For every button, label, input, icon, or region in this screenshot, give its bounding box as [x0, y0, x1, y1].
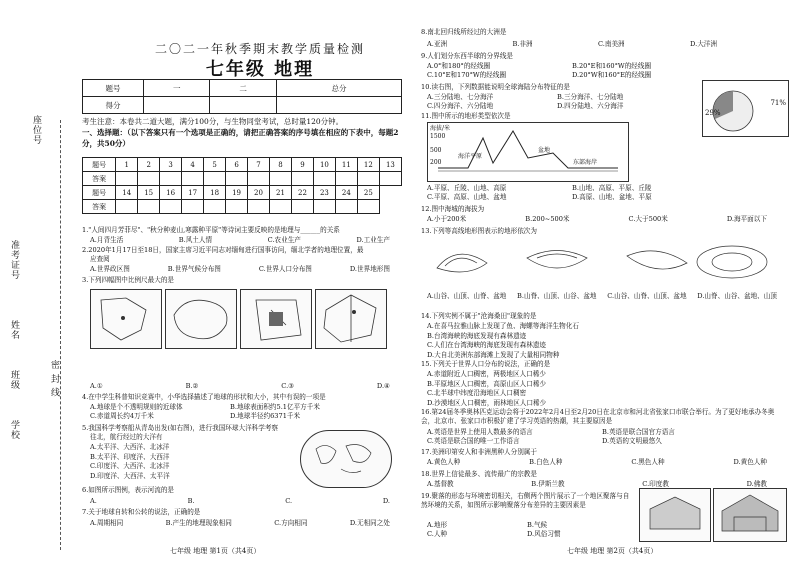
option[interactable]: C.英语是联合国的唯一工作语言	[427, 437, 520, 445]
option[interactable]: A.地球是个不透明规则的近球体	[90, 403, 183, 411]
answer-cell[interactable]	[248, 172, 270, 186]
option[interactable]: B.世界气候分布图	[167, 265, 221, 273]
q12-options	[427, 215, 767, 224]
option[interactable]: C.农业生产	[267, 236, 301, 244]
q9-options	[427, 62, 717, 80]
ticket-label: 准考证号	[9, 240, 19, 280]
option[interactable]: D.无相同之处	[349, 519, 390, 527]
option[interactable]: C.③	[281, 382, 295, 390]
option[interactable]: C.10°E和170°W的经线圈	[427, 71, 507, 79]
map-1	[90, 289, 162, 349]
option[interactable]: B.英语是联合国官方语言	[602, 428, 675, 436]
answer-number: 10	[313, 158, 335, 172]
answer-cell[interactable]	[182, 200, 204, 214]
profile-tick: 500	[430, 147, 442, 154]
option[interactable]: B.山脊、山顶、山谷、盆地	[517, 292, 597, 300]
option[interactable]: D.大洋洲	[690, 40, 717, 48]
q3-options	[90, 382, 390, 391]
answer-cell[interactable]	[226, 200, 248, 214]
answer-cell[interactable]	[160, 200, 182, 214]
answer-number: 题号	[83, 158, 116, 172]
option[interactable]: B.200~500米	[525, 215, 570, 223]
answer-label: 答案	[83, 200, 116, 214]
option[interactable]: C.方向相同	[274, 519, 308, 527]
answer-number: 6	[226, 158, 248, 172]
option[interactable]: D.海平面以下	[726, 215, 767, 223]
option[interactable]: B.台湾海峡的海底发现有森林遗迹	[427, 331, 527, 340]
question-12: 12.图中海城的海拔为	[421, 205, 485, 213]
answer-cell[interactable]	[182, 172, 204, 186]
question-1: 1."人间四月芳菲尽"、"秋分种麦山,寒露种平原"等诗词主要反映的是地理与______的关系	[82, 226, 340, 234]
option[interactable]: D.工业生产	[356, 236, 390, 244]
seal-words: 密 封 线	[49, 360, 59, 398]
question-13: 13.下列等高线地形图表示的地形依次为	[421, 227, 537, 235]
option[interactable]: B.气候	[527, 521, 548, 529]
exam-title: 二〇二一年秋季期末教学质量检测	[154, 42, 365, 56]
q2-options	[90, 265, 390, 274]
world-map	[300, 430, 392, 488]
answer-cell[interactable]	[204, 200, 226, 214]
q16-options	[427, 428, 777, 446]
option[interactable]: D.风俗习惯	[527, 530, 561, 538]
answer-cell[interactable]	[379, 172, 401, 186]
option[interactable]: A.三分陆地、七分海洋	[427, 93, 494, 101]
pct-land: 29%	[705, 109, 721, 117]
answer-number: 19	[226, 186, 248, 200]
option[interactable]: C.大于500米	[628, 215, 668, 223]
option[interactable]: A.平原、丘陵、山地、高原	[427, 184, 507, 192]
profile-ylabel: 海拔/米	[430, 125, 451, 132]
option[interactable]: D.地球半径约6371千米	[230, 412, 301, 420]
q6-options	[90, 497, 390, 506]
answer-number: 18	[204, 186, 226, 200]
option[interactable]: B.非洲	[512, 40, 533, 48]
question-11: 11.图中所示的地形类型依次是	[421, 112, 511, 120]
answer-cell[interactable]	[116, 200, 138, 214]
q15-options	[427, 370, 546, 408]
option[interactable]: D.	[382, 497, 390, 505]
school-label: 学校	[9, 420, 19, 440]
option[interactable]: D.世界地形图	[349, 265, 390, 273]
option[interactable]: B.三分海洋、七分陆地	[557, 93, 624, 101]
score-cell[interactable]	[144, 97, 210, 114]
q11-options	[427, 184, 717, 202]
option[interactable]: A.月背生活	[90, 236, 124, 244]
option[interactable]: B.地球表面积约5.1亿平方千米	[230, 403, 320, 411]
map-2	[165, 289, 237, 349]
answer-cell[interactable]	[138, 172, 160, 186]
option[interactable]: C.赤道周长约4万千米	[90, 412, 154, 420]
question-14: 14.下列实例不属于"沧海桑田"现象的是	[421, 312, 537, 320]
option[interactable]: A.在喜马拉雅山脉上发现了鱼、海螺等海洋生物化石	[427, 322, 579, 330]
option[interactable]: B.山地、高原、平原、丘陵	[572, 184, 652, 192]
answer-number: 7	[248, 158, 270, 172]
option[interactable]: C.印度教	[642, 480, 669, 488]
option[interactable]: A.太平洋、大西洋、北冰洋	[90, 443, 170, 451]
name-label: 姓名	[9, 320, 19, 340]
option[interactable]: C.人种	[427, 530, 448, 538]
profile-label: 盆地	[538, 147, 551, 154]
q14-options	[427, 322, 579, 360]
profile-label: 东部海岸	[573, 159, 598, 166]
exam-note	[82, 116, 402, 149]
q19-options	[427, 521, 627, 539]
answer-cell[interactable]	[138, 200, 160, 214]
map-4	[315, 289, 387, 349]
option[interactable]: B.白色人种	[529, 458, 563, 466]
question-2-cont: 应查阅	[90, 255, 110, 263]
profile-tick: 200	[430, 159, 442, 166]
profile-label: 海洋平原	[458, 153, 483, 160]
answer-cell[interactable]	[357, 200, 379, 214]
answer-number: 题号	[83, 186, 116, 200]
answer-cell[interactable]	[270, 200, 292, 214]
settlement-photo-2	[713, 488, 787, 542]
answer-cell[interactable]	[335, 200, 357, 214]
question-3: 3.下列四幅图中比例尺最大的是	[82, 276, 175, 284]
answer-number: 16	[160, 186, 182, 200]
answer-cell[interactable]	[270, 172, 292, 186]
answer-label: 答案	[83, 172, 116, 186]
answer-number: 1	[116, 158, 138, 172]
answer-number: 3	[160, 158, 182, 172]
option[interactable]: B.	[187, 497, 195, 505]
option[interactable]: A.赤道附近人口稠密，两极地区人口稀少	[427, 370, 546, 378]
q17-options	[427, 458, 767, 467]
score-header: 题号	[83, 80, 144, 97]
option[interactable]: C.南美洲	[597, 40, 625, 48]
option[interactable]: D.沙漠地区人口稠密，雨林地区人口稀少	[427, 398, 547, 407]
option[interactable]: B.产生的地理现象相同	[165, 519, 232, 527]
answer-number: 13	[379, 158, 401, 172]
seal-strip	[8, 115, 78, 560]
answer-cell[interactable]	[204, 172, 226, 186]
option[interactable]: C.人们在台湾海峡的海底发现有森林遗迹	[427, 341, 546, 349]
answer-number: 24	[335, 186, 357, 200]
option[interactable]: A.山谷、山顶、山脊、盆地	[427, 292, 507, 300]
option[interactable]: D.20°W和160°E的经线圈	[572, 71, 652, 79]
answer-cell[interactable]	[335, 172, 357, 186]
option[interactable]: C.北半球中纬度沿海地区人口稠密	[427, 389, 527, 397]
option[interactable]: D.印度洋、大西洋、太平洋	[90, 471, 170, 480]
question-16: 16.第24届冬季奥林匹克运动会将于2022年2月4日至2月20日在北京市和河北省张家口市联合举行。为了更好地承办冬奥会，北京市、张家口市积极扩建了学习英语的热潮，其主要原因是	[421, 408, 775, 425]
score-header: 二	[210, 80, 276, 97]
q1-options	[90, 236, 390, 245]
option[interactable]: C.平原、高原、山地、盆地	[427, 193, 507, 201]
answer-number: 2	[138, 158, 160, 172]
question-17: 17.美洲印第安人和非洲黑种人分别属于	[421, 448, 537, 456]
option[interactable]: A.世界政区图	[90, 265, 130, 273]
page-footer: 七年级 地理 第2页（共4页）	[567, 547, 658, 555]
question-5-cont: 往北，航行经过的大洋有	[90, 433, 163, 441]
answer-number: 14	[116, 186, 138, 200]
option[interactable]: A.地形	[427, 521, 448, 529]
option[interactable]: C.世界人口分布图	[258, 265, 312, 273]
answer-cell[interactable]	[248, 200, 270, 214]
option[interactable]: D.大自北美洲东部海滩上发现了大量相同物种	[427, 350, 560, 359]
answer-cell[interactable]	[357, 172, 379, 186]
option[interactable]: D.英语的文明最悠久	[602, 437, 662, 445]
answer-cell[interactable]	[291, 200, 313, 214]
land-sea-pie	[702, 80, 789, 137]
q8-options	[427, 40, 717, 49]
option[interactable]: A.基督教	[427, 480, 454, 488]
score-row-label: 得分	[83, 97, 144, 114]
option[interactable]: A.①	[90, 382, 103, 390]
note-text: 考生注意：本卷共二道大题，满分100分，与生物同堂考试，总时量120分钟。	[82, 117, 344, 126]
option[interactable]: A.	[90, 497, 97, 505]
answer-number: 8	[270, 158, 292, 172]
question-4: 4.在中学生科普知识竞赛中，小华选择描述了地球的形状和大小，其中有误的一项是	[82, 393, 326, 401]
question-2: 2.2020年1月17日至18日，国家主席习近平同志对缅甸进行国事访问，缅北学者的地理位置，最	[82, 246, 364, 254]
answer-table	[82, 157, 402, 214]
option[interactable]: C.四分海洋、六分陆地	[427, 102, 494, 110]
option[interactable]: A.黄色人种	[427, 458, 461, 466]
profile-tick: 1500	[430, 133, 446, 140]
question-8: 8.南北回归线所经过的大洲是	[421, 28, 507, 36]
q5-options	[90, 443, 170, 481]
answer-cell[interactable]	[291, 172, 313, 186]
answer-cell[interactable]	[116, 172, 138, 186]
score-cell[interactable]	[276, 97, 401, 114]
question-15: 15.下列关于世界人口分布的说法，正确的是	[421, 360, 551, 368]
answer-number: 25	[357, 186, 379, 200]
seat-label: 座位号	[31, 115, 41, 145]
question-7: 7.关于地球自转和公转的说法，正确的是	[82, 508, 201, 516]
terrain-profile	[427, 122, 629, 182]
q7-options	[90, 519, 390, 528]
question-5: 5.我国科学考察船从青岛出发(如右图)，进行我国环球大洋科学考察	[82, 424, 279, 432]
option[interactable]: B.②	[185, 382, 199, 390]
answer-number: 11	[335, 158, 357, 172]
question-18: 18.世界上信徒最多、流传最广的宗教是	[421, 470, 537, 478]
option[interactable]: A.亚洲	[427, 40, 448, 48]
option[interactable]: B.太平洋、印度洋、大西洋	[90, 452, 170, 461]
question-6: 6.如图所示图例，表示河流的是	[82, 486, 175, 494]
option[interactable]: D.山脊、山谷、盆地、山顶	[697, 292, 777, 300]
q4-options	[90, 403, 350, 421]
page-right	[407, 0, 794, 561]
answer-number: 17	[182, 186, 204, 200]
question-9: 9.人们划分东西半球的分界线是	[421, 52, 514, 60]
option[interactable]: B.20°E和160°W的经线圈	[572, 62, 652, 70]
score-header: 一	[144, 80, 210, 97]
answer-number: 9	[291, 158, 313, 172]
option[interactable]: B.风土人情	[178, 236, 213, 244]
option[interactable]: A.小于200米	[427, 215, 467, 223]
option[interactable]: D.④	[376, 382, 390, 390]
settlement-photo-1	[639, 488, 711, 542]
q10-options	[427, 93, 687, 111]
score-cell[interactable]	[210, 97, 276, 114]
answer-number: 20	[248, 186, 270, 200]
score-table	[82, 79, 402, 114]
option[interactable]: D.黄色人种	[733, 458, 767, 466]
answer-cell[interactable]	[313, 172, 335, 186]
answer-number: 5	[204, 158, 226, 172]
answer-number: 21	[270, 186, 292, 200]
answer-cell[interactable]	[313, 200, 335, 214]
question-10: 10.读右图，下列数据能说明全球海陆分布特征的是	[421, 83, 570, 91]
option[interactable]: A.0°和180°的经线圈	[427, 62, 491, 70]
subject-title: 七年级 地理	[205, 59, 315, 80]
option[interactable]: A.周期相同	[90, 519, 124, 527]
section-title: 一、选择题：（以下答案只有一个选项是正确的，请把正确答案的序号填在相应的下表中，每题2分，共50分）	[82, 128, 399, 148]
answer-number: 22	[291, 186, 313, 200]
answer-number: 12	[357, 158, 379, 172]
option[interactable]: C.黑色人种	[631, 458, 665, 466]
answer-cell[interactable]	[226, 172, 248, 186]
option[interactable]: C.印度洋、大西洋、北冰洋	[90, 462, 170, 470]
answer-number: 23	[313, 186, 335, 200]
option[interactable]: C.	[285, 497, 293, 505]
score-header: 总分	[276, 80, 401, 97]
option[interactable]: A.英语是世界上使用人数最多的语言	[427, 428, 533, 436]
option[interactable]: B.伊斯兰教	[531, 480, 565, 488]
map-3	[240, 289, 312, 349]
contour-maps	[427, 238, 777, 286]
option[interactable]: C.山谷、山脊、山顶、盆地	[607, 292, 687, 300]
answer-cell[interactable]	[160, 172, 182, 186]
class-label: 班级	[9, 370, 19, 390]
option[interactable]: B.平原地区人口稠密，高原山区人口稀少	[427, 379, 547, 388]
page-footer: 七年级 地理 第1页（共4页）	[170, 547, 261, 555]
answer-number: 15	[138, 186, 160, 200]
question-19: 19.聚落的形态与环境密切相关，右侧两个图片展示了一个地区聚落与自然环境的关系，如图所示影响聚落分布差异的主要因素是	[421, 492, 630, 509]
option[interactable]: D.四分陆地、六分海洋	[557, 102, 624, 110]
answer-number: 4	[182, 158, 204, 172]
option[interactable]: D.佛教	[746, 480, 767, 488]
q13-options	[427, 292, 777, 301]
option[interactable]: D.高原、山地、盆地、平原	[572, 193, 652, 201]
seal-line	[60, 120, 61, 550]
pct-ocean: 71%	[770, 99, 786, 107]
